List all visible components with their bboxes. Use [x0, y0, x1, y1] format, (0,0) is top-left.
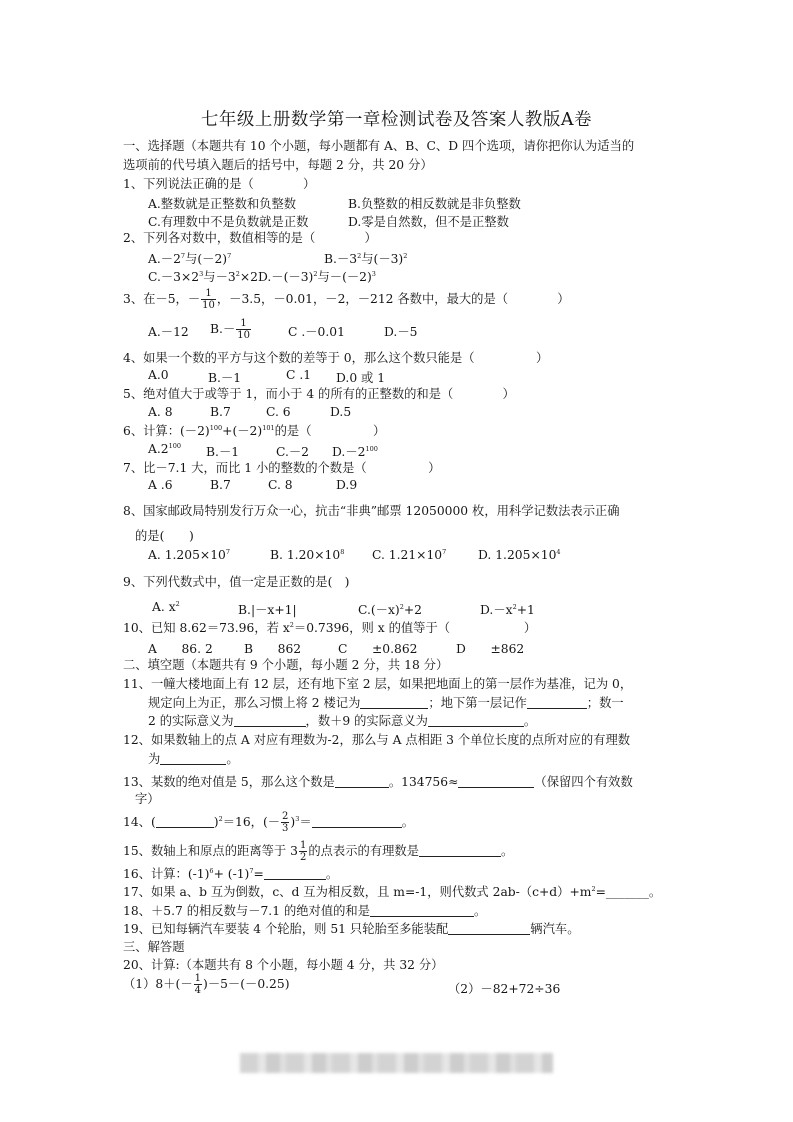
answer-blank[interactable] [419, 844, 501, 857]
section2-header: 二、填空题（本题共有 9 个小题，每小题 2 分，共 18 分） [123, 658, 449, 672]
answer-blank[interactable] [360, 696, 428, 709]
q3-option-b: B.－ $\frac{1}{10}$ [210, 318, 250, 341]
q6-option-b: B.－1 [206, 445, 240, 459]
q2-stem: 2、下列各对数中，数值相等的是（ ） [123, 231, 377, 245]
q10-option-a: A 86. 2 [148, 642, 213, 656]
answer-blank[interactable] [458, 775, 534, 788]
answer-blank[interactable] [156, 815, 214, 828]
q5-option-b: B.7 [210, 405, 231, 419]
q8-stem: 8、国家邮政局特别发行万众一心，抗击“非典”邮票 12050000 枚，用科学记数法表示正确 [123, 504, 620, 518]
q5-option-c: C. 6 [266, 405, 291, 419]
q7-option-c: C. 8 [268, 478, 293, 492]
q10-stem: 10、已知 8.62＝73.96，若 $x^2=0.7396$，则 x 的值等于（ ） [123, 621, 537, 635]
section1-header-cont: 选项前的代号填入题后的括号中，每题 2 分，共 20 分） [123, 158, 433, 172]
answer-blank[interactable] [234, 714, 306, 727]
q3-option-a: A.－12 [148, 325, 189, 339]
q20-stem: 20、计算:（本题共有 8 个小题，每小题 4 分，共 32 分） [123, 958, 444, 972]
q7-option-b: B.7 [210, 478, 231, 492]
fraction: $\frac{1}{10}$ [202, 288, 215, 311]
answer-blank[interactable] [335, 775, 389, 788]
q10-option-c: C ±0.862 [338, 642, 418, 656]
section1-header: 一、选择题（本题共有 10 个小题，每小题都有 A、B、C、D 四个选项，请你把你认为适当的 [123, 139, 635, 153]
q13-line2: 字） [135, 792, 160, 806]
answer-blank[interactable] [160, 752, 226, 765]
q9-option-d: $D.-x^2+1$ [480, 603, 535, 617]
q9-option-a: A. $x^2$ [152, 600, 180, 614]
answer-blank[interactable] [527, 696, 587, 709]
q8-option-b: B. $1.20\times 10^8$ [270, 548, 345, 562]
q6-option-c: C.－2 [276, 445, 309, 459]
q10-option-b: B 862 [244, 642, 302, 656]
q8-option-a: A. $1.205\times 10^7$ [148, 548, 230, 562]
q9-option-c: $C.(-x)^2+2$ [358, 603, 422, 617]
q19: 19、已知每辆汽车要装 4 个轮胎，则 51 只轮胎至多能装配 辆汽车。 [123, 922, 580, 936]
fraction: $\frac{1}{2}$ [299, 840, 307, 863]
q4-option-b: B.－1 [208, 371, 242, 385]
q7-option-d: D.9 [336, 478, 358, 492]
q7-option-a: A .6 [148, 478, 173, 492]
q1-option-b: B.负整数的相反数就是非负整数 [348, 197, 521, 211]
q4-option-c: C .1 [286, 368, 312, 382]
q3-option-d: D.－5 [384, 325, 418, 339]
fraction: $\frac{1}{4}$ [194, 973, 202, 996]
q15: 15、数轴上和原点的距离等于 3 $\frac{1}{2}$ 的点表示的有理数是 。 [123, 840, 514, 863]
q16: 16、计算：$(-1)^6+ (-1)^7=$ 。 [123, 867, 339, 881]
q6-stem: 6、计算：$(-2)^{100}+(-2)^{101}$的是（ ） [123, 424, 386, 438]
q12-line2: 为 。 [148, 752, 239, 766]
q11-line1: 11、一幢大楼地面上有 12 层，还有地下室 2 层，如果把地面上的第一层作为基准，记为 0， [123, 677, 633, 691]
q5-stem: 5、绝对值大于或等于 1，而小于 4 的所有的正整数的和是（ ） [123, 387, 515, 401]
q9-option-b: B.|－x+1| [238, 603, 297, 617]
q6-option-d: $D.-2^{100}$ [332, 445, 378, 459]
q3-stem: 3、在－5，－ $\frac{1}{10}$ ，－3.5，－0.01，－2，－212 各数中，最大的是（ ） [123, 288, 570, 311]
q9-stem: 9、下列代数式中，值一定是正数的是( ) [123, 575, 350, 589]
answer-blank[interactable] [370, 904, 474, 917]
q1-option-a: A.整数就是正整数和负整数 [148, 197, 297, 211]
q5-option-a: A. 8 [148, 405, 173, 419]
answer-blank[interactable] [448, 922, 530, 935]
q10-option-d: D ±862 [456, 642, 525, 656]
q17: 17、如果 a、b 互为倒数，c、d 互为相反数，且 m=-1，则代数式 $2ab-(c+d)+m^2=\_\_\_\_\_\_\_$。 [123, 885, 662, 899]
q3-option-c: C .－0.01 [288, 325, 345, 339]
answer-blank[interactable] [428, 714, 524, 727]
answer-blank[interactable] [312, 815, 402, 828]
q8-option-d: D. $1.205\times 10^4$ [478, 548, 561, 562]
q8-stem-cont: 的是( ) [135, 529, 194, 543]
q8-option-c: C. $1.21\times 10^7$ [372, 548, 447, 562]
q7-stem: 7、比－7.1 大，而比 1 小的整数的个数是（ ） [123, 461, 441, 475]
q2-option-c-d: $C.-3\times 2^3$与$-3^2\times 2D.-(-3)^2$与$-(-2)^3$ [148, 270, 376, 284]
q1-option-d: D.零是自然数，但不是正整数 [348, 215, 509, 229]
q18: 18、＋5.7 的相反数与－7.1 的绝对值的和是 。 [123, 904, 487, 918]
q4-option-a: A.0 [148, 368, 169, 382]
q2-option-b: $B.-3^2$与$(-3)^2$ [324, 252, 408, 266]
blurred-watermark [240, 1053, 553, 1073]
fraction: $\frac{1}{10}$ [237, 318, 250, 341]
q6-option-a: $A.2^{100}$ [148, 442, 182, 456]
q11-line2: 规定向上为正，那么习惯上将 2 楼记为 ；地下第一层记作 ；数一 [148, 696, 624, 710]
q5-option-d: D.5 [330, 405, 352, 419]
q4-stem: 4、如果一个数的平方与这个数的差等于 0，那么这个数只能是（ ） [123, 351, 549, 365]
q1-stem: 1、下列说法正确的是（ ） [123, 177, 316, 191]
q11-line3: 2 的实际意义为 ，数＋9 的实际意义为 。 [148, 714, 537, 728]
section3-header: 三、解答题 [123, 940, 185, 954]
q13-line1: 13、某数的绝对值是 5，那么这个数是 。134756≈ （保留四个有效数 [123, 775, 633, 789]
q14: 14、( )$^2$＝16，(－ $\frac{2}{3}$ )$^3$＝ 。 [123, 811, 414, 834]
answer-blank[interactable] [264, 867, 326, 880]
q2-option-a: $A.-2^7$与$(-2)^7$ [148, 252, 232, 266]
fraction: $\frac{2}{3}$ [282, 811, 289, 834]
page-title: 七年级上册数学第一章检测试卷及答案人教版A卷 [200, 110, 593, 130]
q4-option-d: D.0 或 1 [336, 371, 386, 385]
q12-line1: 12、如果数轴上的点 A 对应有理数为-2，那么与 A 点相距 3 个单位长度的点所对应的有理数 [123, 733, 631, 747]
q20-part2: （2）－82+72÷36 [448, 982, 561, 996]
q20-part1: （1）8＋(－ $\frac{1}{4}$ )－5－(－0.25) [123, 973, 290, 996]
q1-option-c: C.有理数中不是负数就是正数 [148, 215, 309, 229]
